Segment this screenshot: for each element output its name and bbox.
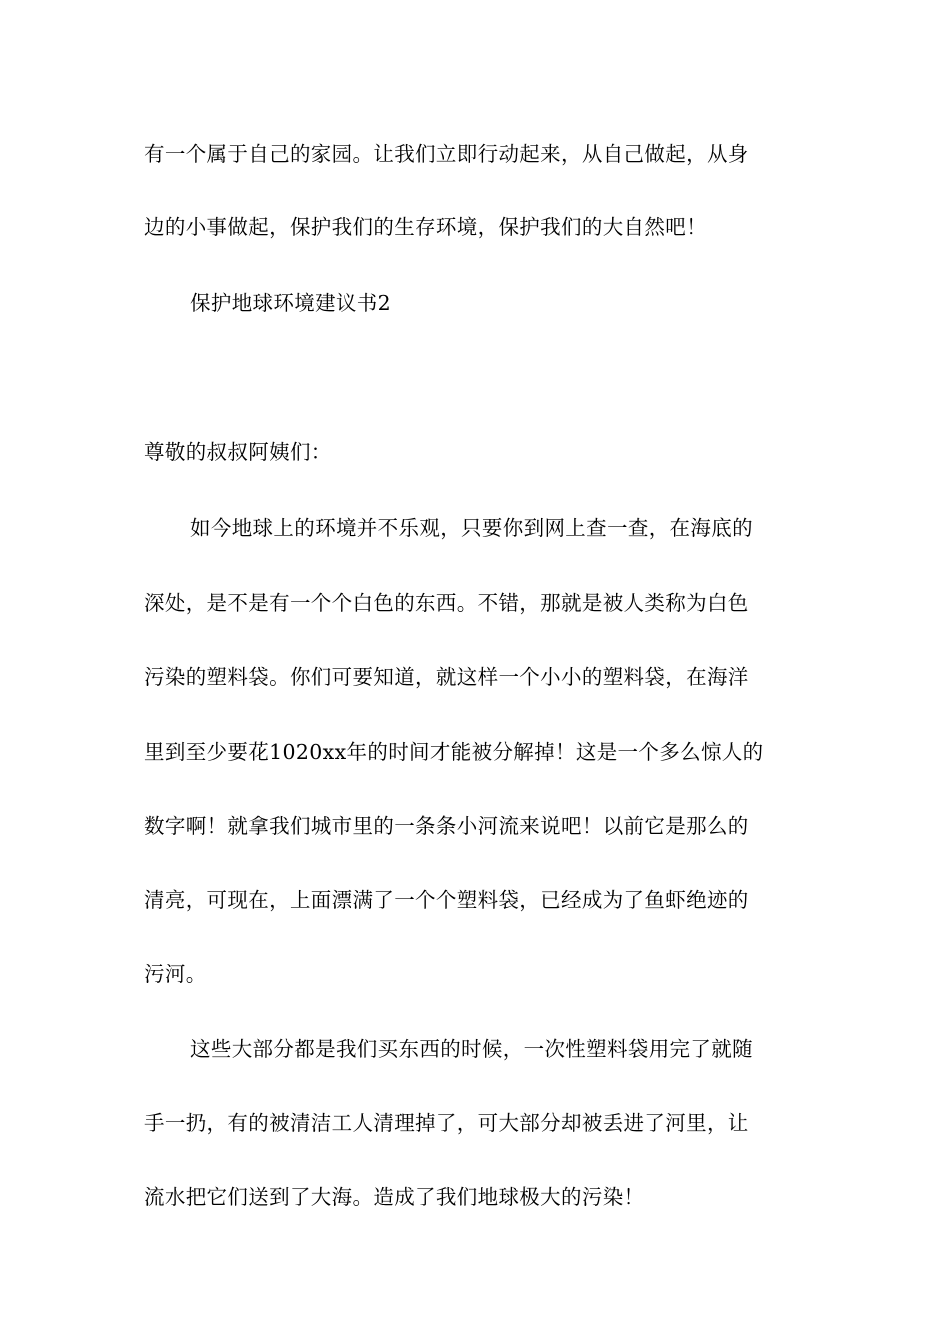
- paragraph-2-line-6: 清亮，可现在，上面漂满了一个个塑料袋，已经成为了鱼虾绝迹的: [144, 888, 749, 912]
- section-title: 保护地球环境建议书2: [190, 291, 392, 315]
- paragraph-3-line-3: 流水把它们送到了大海。造成了我们地球极大的污染！: [144, 1185, 645, 1209]
- paragraph-2-line-7: 污河。: [144, 962, 207, 986]
- paragraph-3-line-2: 手一扔，有的被清洁工人清理掉了，可大部分却被丢进了河里，让: [144, 1111, 749, 1135]
- paragraph-2-line-2: 深处，是不是有一个个白色的东西。不错，那就是被人类称为白色: [144, 591, 749, 615]
- paragraph-1-line-2: 边的小事做起，保护我们的生存环境，保护我们的大自然吧！: [144, 215, 707, 239]
- paragraph-2-line-1: 如今地球上的环境并不乐观，只要你到网上查一查，在海底的: [190, 516, 753, 540]
- paragraph-2-line-5: 数字啊！就拿我们城市里的一条条小河流来说吧！以前它是那么的: [144, 814, 749, 838]
- salutation: 尊敬的叔叔阿姨们：: [144, 440, 332, 464]
- paragraph-1-line-1: 有一个属于自己的家园。让我们立即行动起来，从自己做起，从身: [144, 142, 749, 166]
- paragraph-2-line-4: 里到至少要花1020xx年的时间才能被分解掉！这是一个多么惊人的: [144, 740, 764, 764]
- paragraph-3-line-1: 这些大部分都是我们买东西的时候，一次性塑料袋用完了就随: [190, 1037, 753, 1061]
- paragraph-2-line-3: 污染的塑料袋。你们可要知道，就这样一个小小的塑料袋，在海洋: [144, 665, 749, 689]
